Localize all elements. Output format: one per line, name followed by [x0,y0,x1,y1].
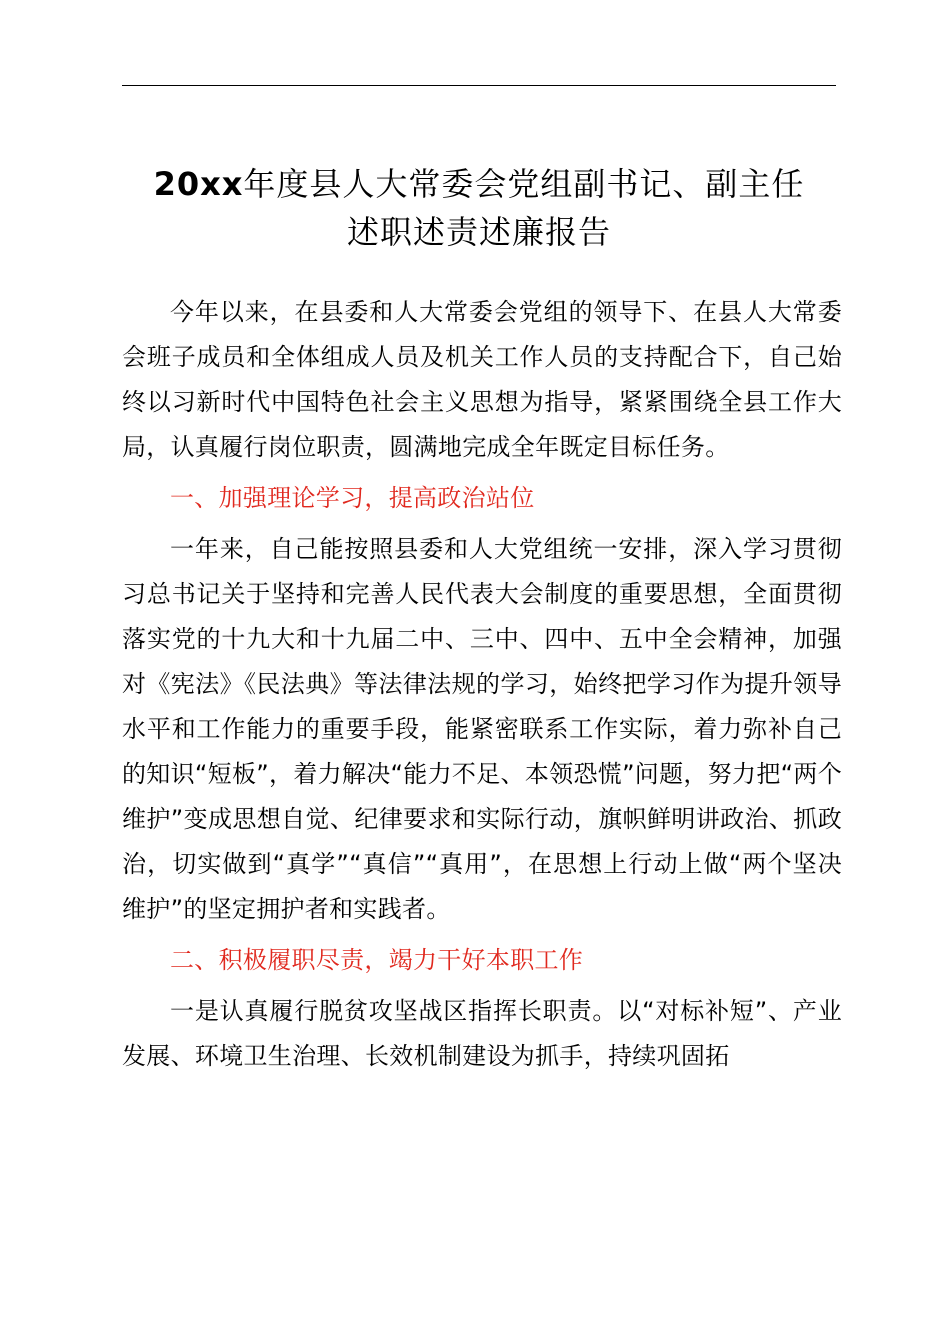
section-heading-2: 二、积极履职尽责，竭力干好本职工作 [170,946,584,974]
document-body [122,290,842,1079]
section-heading-1: 一、加强理论学习，提高政治站位 [170,484,535,512]
section-2-paragraph: 一是认真履行脱贫攻坚战区指挥长职责。以“对标补短”、产业发展、环境卫生治理、长效机制建设为抓手，持续巩固拓 [122,997,842,1070]
title-year: 20xx [153,165,244,203]
title-line-2: 述职述责述廉报告 [346,213,611,251]
title-line-1-text: 年度县人大常委会党组副书记、副主任 [243,165,805,203]
title-line-1 [100,160,858,208]
header-rule [122,85,836,86]
document-title [100,160,858,256]
intro-paragraph: 今年以来，在县委和人大常委会党组的领导下、在县人大常委会班子成员和全体组成人员及机关工作人员的支持配合下，自己始终以习新时代中国特色社会主义思想为指导，紧紧围绕全县工作大局，认真履行岗位职责，圆满地完成全年既定目标任务。 [122,298,842,461]
section-1-paragraph: 一年来，自己能按照县委和人大党组统一安排，深入学习贯彻习总书记关于坚持和完善人民代表大会制度的重要思想，全面贯彻落实党的十九大和十九届二中、三中、四中、五中全会精神，加强对《宪法》《民法典》等法律法规的学习，始终把学习作为提升领导水平和工作能力的重要手段，能紧密联系工作实际，着力弥补自己的知识“短板”，着力解决“能力不足、本领恐慌”问题，努力把“两个维护”变成思想自觉、纪律要求和实际行动，旗帜鲜明讲政治、抓政治，切实做到“真学”“真信”“真用”，在思想上行动上做“两个坚决维护”的坚定拥护者和实践者。 [122,535,842,923]
